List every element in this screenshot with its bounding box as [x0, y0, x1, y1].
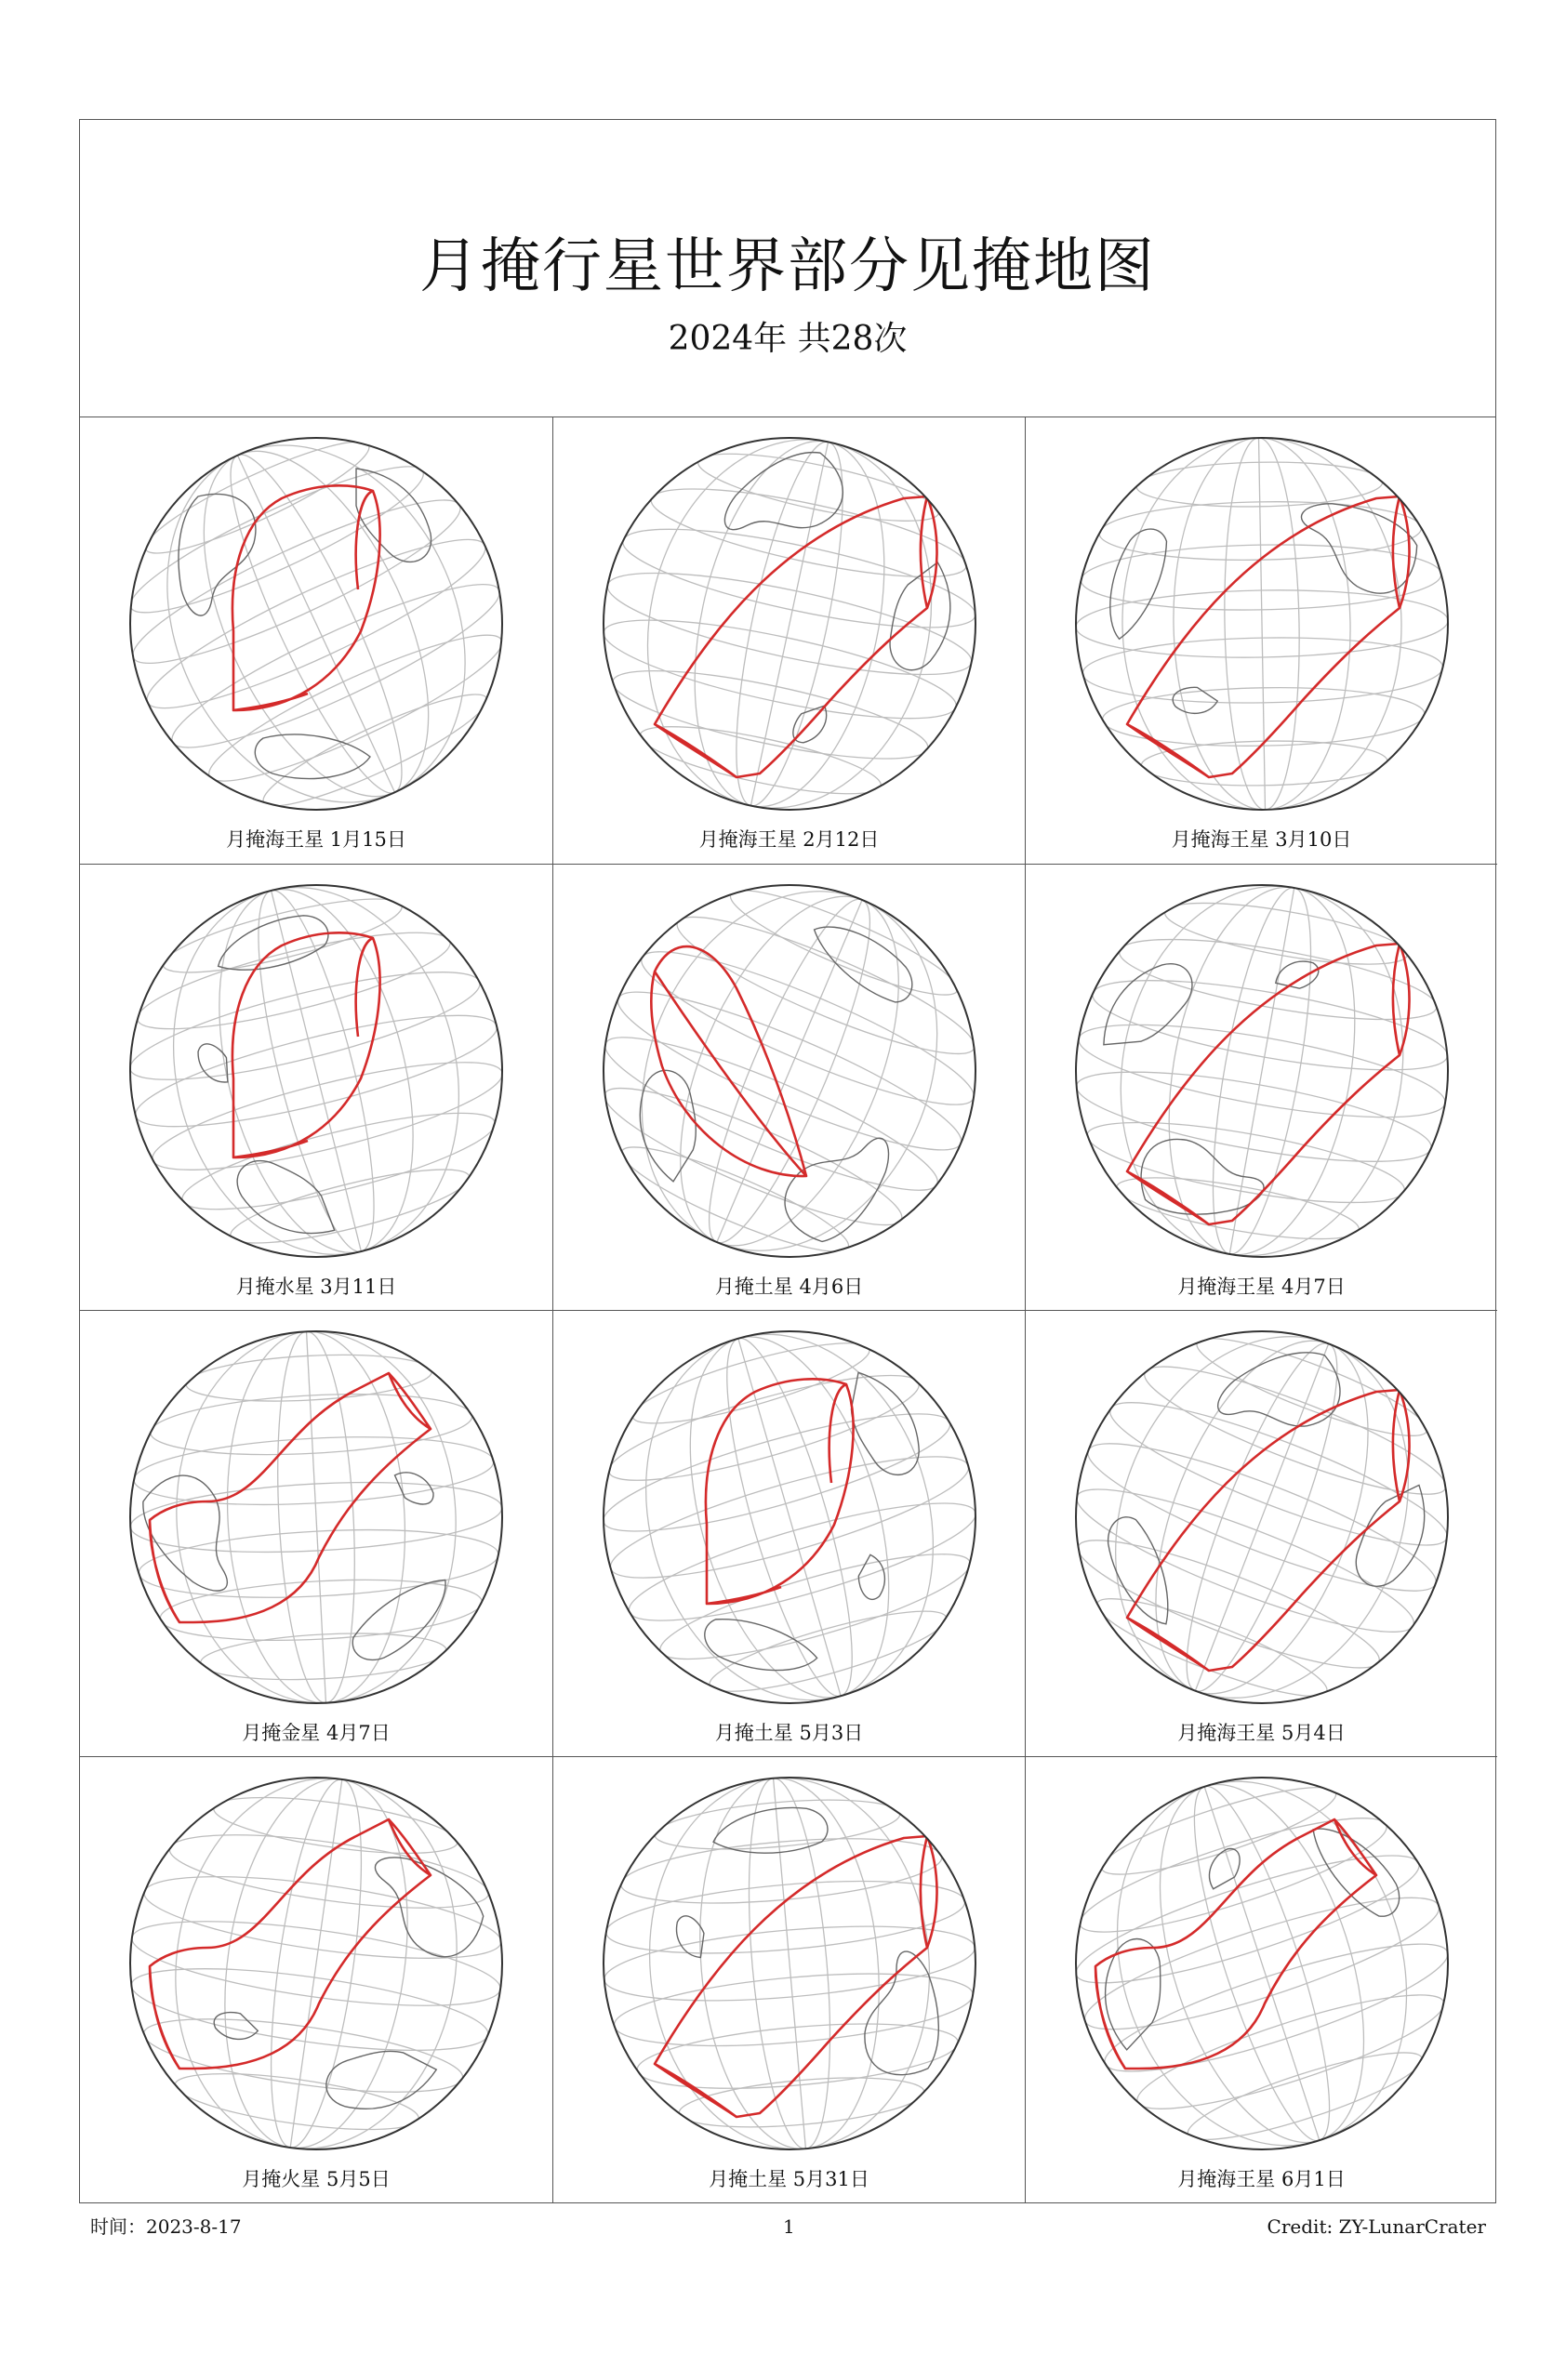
- orthographic-globe-map: [597, 879, 982, 1263]
- page-subtitle: 2024年 共28次: [668, 320, 908, 358]
- globe-map-cell: [1025, 864, 1497, 1310]
- map-caption: 月掩海王星 3月10日: [1171, 828, 1352, 851]
- footer-time: 时间：2023-8-17: [90, 2215, 242, 2238]
- map-caption: 月掩海王星 2月12日: [698, 828, 880, 851]
- coastline: [1097, 951, 1339, 1222]
- orthographic-globe-map: [124, 1771, 509, 2156]
- globe-map-cell: [1025, 1310, 1497, 1756]
- footer-credit: Credit: ZY-LunarCrater: [1267, 2215, 1486, 2238]
- globe-map-cell: [80, 1310, 552, 1756]
- occultation-visibility-band: [655, 496, 937, 777]
- page-number: 1: [783, 2215, 795, 2238]
- orthographic-globe-map: [1069, 1325, 1454, 1710]
- globe-map-cell: [552, 1310, 1025, 1756]
- orthographic-globe-map: [597, 1325, 982, 1710]
- map-caption: 月掩水星 3月11日: [235, 1276, 397, 1298]
- map-sheet-frame: [79, 119, 1496, 2203]
- globe-map-cell: [1025, 417, 1497, 864]
- orthographic-globe-map: [124, 879, 509, 1263]
- orthographic-globe-map: [124, 431, 509, 816]
- map-caption: 月掩海王星 1月15日: [226, 828, 406, 851]
- globe-map-cell: [552, 864, 1025, 1310]
- globe-map-cell: [552, 1756, 1025, 2202]
- occultation-visibility-band: [150, 1819, 431, 2069]
- map-caption: 月掩海王星 5月4日: [1177, 1722, 1346, 1744]
- graticule: [124, 431, 509, 816]
- graticule: [597, 1771, 982, 2156]
- orthographic-globe-map: [1069, 431, 1454, 816]
- page-title: 月掩行星世界部分见掩地图: [419, 232, 1156, 301]
- graticule: [124, 1325, 509, 1710]
- coastline: [127, 1350, 498, 1710]
- occultation-visibility-band: [1127, 496, 1410, 777]
- graticule: [124, 1771, 509, 2156]
- globe-map-cell: [80, 1756, 552, 2202]
- graticule: [597, 431, 982, 816]
- map-caption: 月掩土星 4月6日: [714, 1276, 864, 1298]
- map-caption: 月掩土星 5月3日: [714, 1722, 864, 1744]
- globe-map-cell: [80, 417, 552, 864]
- coastline: [153, 905, 429, 1257]
- map-caption: 月掩海王星 6月1日: [1177, 2168, 1346, 2190]
- occultation-visibility-band: [651, 946, 806, 1176]
- globe-map-cell: [552, 417, 1025, 864]
- graticule: [597, 1325, 982, 1710]
- graticule: [1073, 435, 1452, 813]
- graticule: [597, 879, 982, 1263]
- map-caption: 月掩火星 5月5日: [242, 2168, 391, 2190]
- coastline: [206, 1811, 509, 2136]
- occultation-visibility-band: [1127, 1390, 1410, 1671]
- map-caption: 月掩土星 5月31日: [709, 2168, 869, 2190]
- title-block: [80, 120, 1495, 417]
- occultation-visibility-band: [1127, 944, 1410, 1224]
- map-caption: 月掩海王星 4月7日: [1177, 1276, 1346, 1298]
- map-caption: 月掩金星 4月7日: [242, 1722, 391, 1744]
- coastline: [610, 879, 982, 1263]
- graticule: [1069, 1771, 1454, 2156]
- coastline: [179, 469, 431, 779]
- graticule: [1069, 879, 1454, 1263]
- globe-map-cell: [80, 864, 552, 1310]
- coastline: [1084, 449, 1425, 761]
- coastline: [700, 1354, 932, 1692]
- orthographic-globe-map: [597, 431, 982, 816]
- orthographic-globe-map: [124, 1325, 509, 1710]
- orthographic-globe-map: [597, 1771, 982, 2156]
- orthographic-globe-map: [1069, 879, 1454, 1263]
- graticule: [124, 879, 509, 1263]
- globe-map-grid: [80, 417, 1495, 2202]
- globe-map-cell: [1025, 1756, 1497, 2202]
- orthographic-globe-map: [1069, 1771, 1454, 2156]
